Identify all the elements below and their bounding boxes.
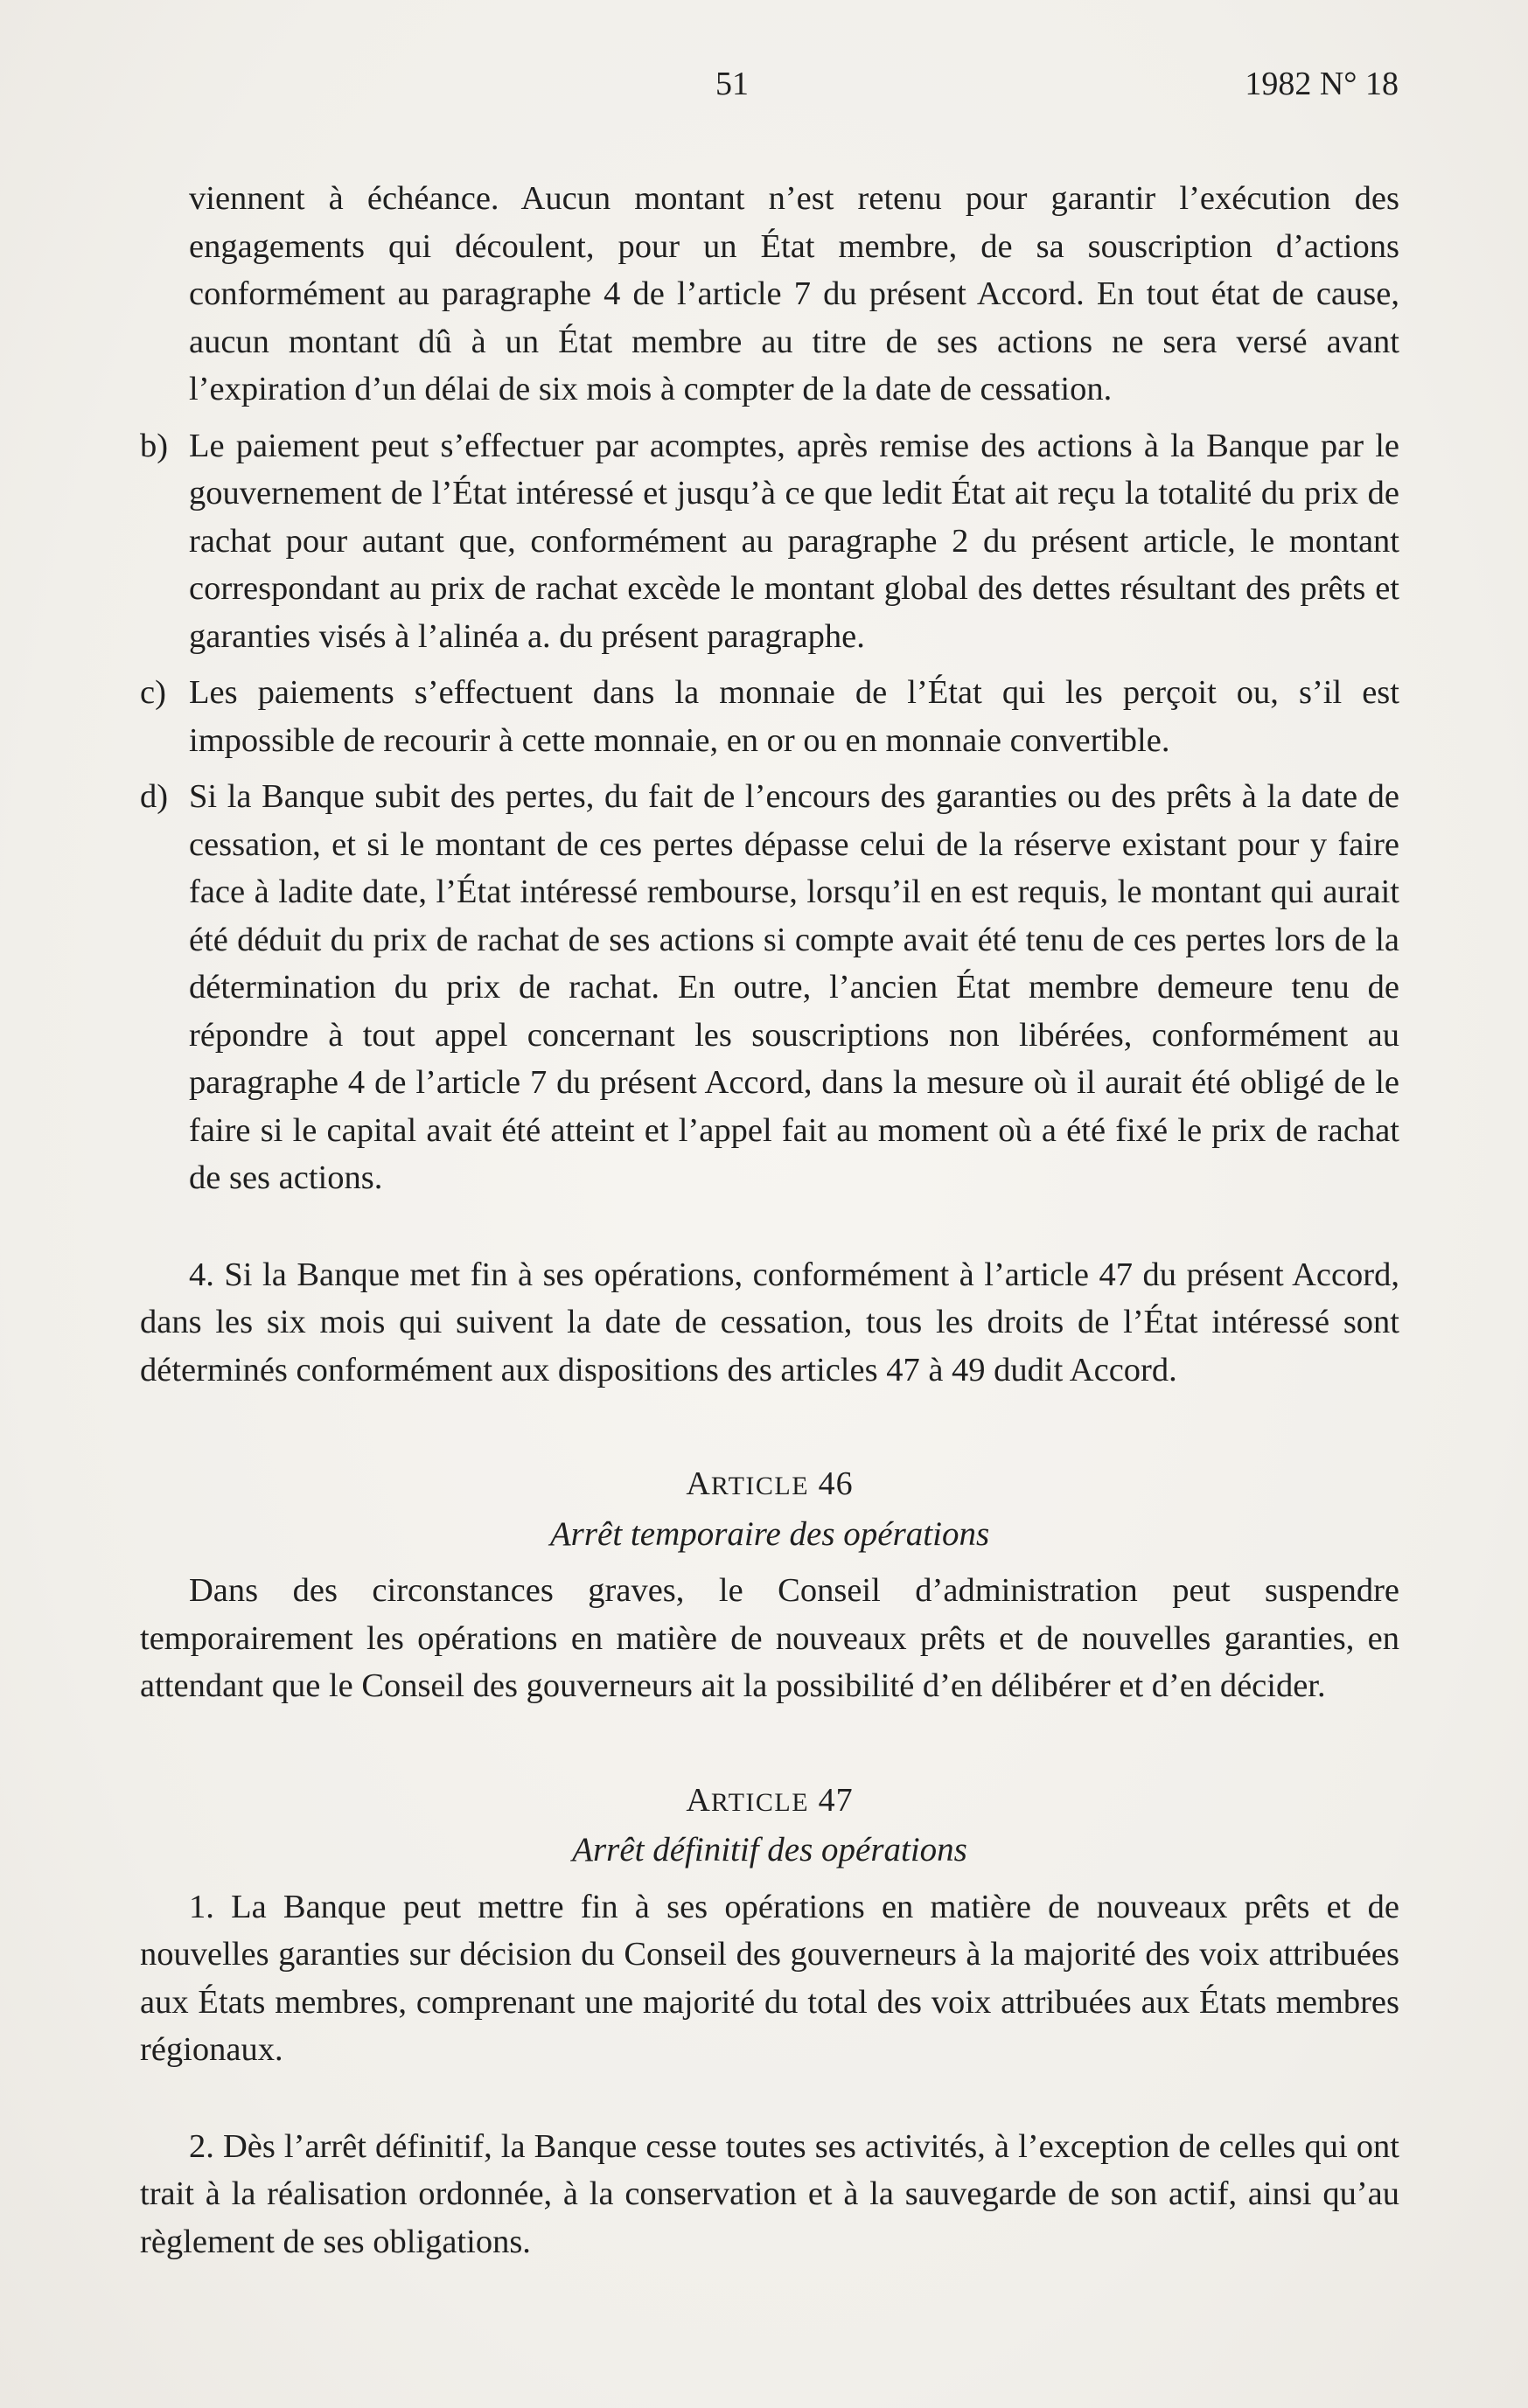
list-item-text: Si la Banque subit des pertes, du fait de l’encours des garanties ou des prêts à la date de cessation, et si le montant de ces pertes dépasse celui de la réserve existant pour y faire face à ladite date, l’État intéressé rembourse, lorsqu’il en est requis, le montant qui aurait été déduit du prix de rachat de ses actions si compte avait été tenu de ces pertes lors de la détermination du prix de rachat. En outre, l’ancien État membre demeure tenu de répondre à tout appel concernant les souscriptions non libérées, conformément au paragraphe 4 de l’article 7 du présent Accord, dans la mesure où il aurait été obligé de le faire si le capital avait été atteint et l’appel fait au moment où a été fixé le prix de rachat de ses actions. xyxy=(189,778,1399,1196)
list-item-c xyxy=(140,669,1399,764)
article-46-title: Arrêt temporaire des opérations xyxy=(549,1514,990,1553)
page-header xyxy=(0,65,1528,108)
article-47-paragraph-1: 1. La Banque peut mettre fin à ses opérations en matière de nouveaux prêts et de nouvelles garanties sur décision du Conseil des gouverneurs à la majorité des voix attribuées aux États membres, comprenant une majorité du total des voix attribuées aux États membres régionaux. xyxy=(140,1888,1399,2068)
article-heading-number: 46 xyxy=(818,1465,854,1502)
list-item-b xyxy=(140,422,1399,661)
list-item-label: d) xyxy=(140,778,169,815)
article-47-heading xyxy=(140,1777,1399,1827)
article-heading-initial: A xyxy=(686,1781,711,1819)
list-item-text: Les paiements s’effectuent dans la monnaie de l’État qui les perçoit ou, s’il est impossible de recourir à cette monnaie, en or ou en monnaie convertible. xyxy=(189,674,1399,759)
article-heading-word: RTICLE xyxy=(710,1472,810,1500)
document-body xyxy=(140,175,1399,2265)
article-46-heading xyxy=(140,1460,1399,1511)
article-heading-initial: A xyxy=(686,1465,711,1502)
paragraph-4: 4. Si la Banque met fin à ses opérations, conformément à l’article 47 du présent Accord, dans les six mois qui suivent la date de cessation, tous les droits de l’État intéressé sont déterminés conformément aux dispositions des articles 47 à 49 dudit Accord. xyxy=(140,1256,1399,1388)
continuation-paragraph: viennent à échéance. Aucun montant n’est retenu pour garantir l’exécution des engagements qui découlent, pour un État membre, de sa souscription d’actions conformément au paragraphe 4 de l’article 7 du présent Accord. En tout état de cause, aucun montant dû à un État membre au titre de ses actions ne sera versé avant l’expiration d’un délai de six mois à compter de la date de cessation. xyxy=(189,180,1399,407)
list-item-d xyxy=(140,773,1399,1202)
article-47-title: Arrêt définitif des opérations xyxy=(572,1831,967,1869)
page-number: 51 xyxy=(715,66,749,102)
list-item-label: b) xyxy=(140,427,169,464)
article-47-paragraph-2: 2. Dès l’arrêt définitif, la Banque cesse toutes ses activités, à l’exception de celles qui ont trait à la réalisation ordonnée, à la conservation et à la sauvegarde de son actif, ainsi qu’au règlement de ses obligations. xyxy=(140,2127,1399,2260)
article-heading-number: 47 xyxy=(818,1781,854,1819)
article-heading-word: RTICLE xyxy=(710,1787,810,1817)
list-item-text: Le paiement peut s’effectuer par acomptes, après remise des actions à la Banque par le gouvernement de l’État intéressé et jusqu’à ce que ledit État ait reçu la totalité du prix de rachat pour autant que, conformément au paragraphe 2 du présent article, le montant correspondant au prix de rachat excède le montant global des dettes résultant des prêts et garanties visés à l’alinéa a. du présent paragraphe. xyxy=(189,427,1399,655)
list-item-label: c) xyxy=(140,674,166,711)
series-number: 1982 N° 18 xyxy=(1245,66,1399,102)
article-46-text: Dans des circonstances graves, le Conseil d’administration peut suspendre temporairement les opérations en matière de nouveaux prêts et de nouvelles garanties, en attendant que le Conseil des gouverneurs ait la possibilité d’en délibérer et d’en décider. xyxy=(140,1572,1399,1704)
